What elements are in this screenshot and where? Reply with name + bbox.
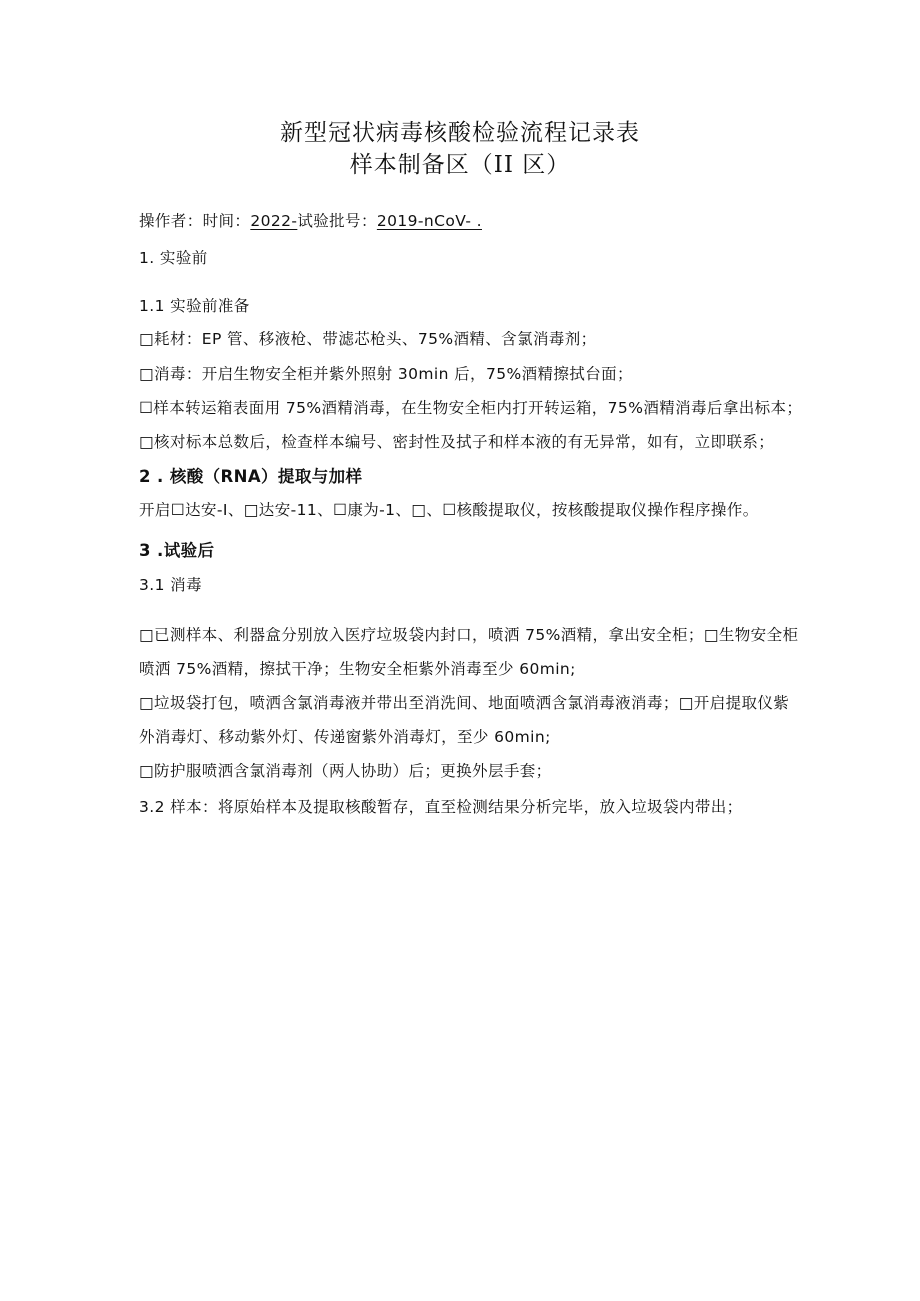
paragraph-line: 外消毒灯、移动紫外灯、传递窗紫外消毒灯，至少 60min; bbox=[139, 728, 551, 746]
paragraph-line: □防护服喷洒含氯消毒剂（两人协助）后；更换外层手套； bbox=[139, 762, 552, 780]
batch-label: 试验批号： bbox=[297, 212, 377, 230]
document-title: 新型冠状病毒核酸检验流程记录表 bbox=[280, 120, 640, 146]
section-3-heading: 3 .试验后 bbox=[139, 541, 215, 560]
section-3-1-heading: 3.1 消毒 bbox=[139, 576, 202, 594]
checklist-item: ☐样本转运箱表面用 75%酒精消毒，在生物安全柜内打开转运箱，75%酒精消毒后拿出标本； bbox=[139, 399, 803, 417]
section-1-heading: 1. 实验前 bbox=[139, 249, 208, 267]
section-3-2-text: 3.2 样本：将原始样本及提取核酸暂存，直至检测结果分析完毕，放入垃圾袋内带出； bbox=[139, 798, 743, 816]
section-2-heading: 2 . 核酸（RNA）提取与加样 bbox=[139, 467, 363, 486]
checklist-item: □消毒：开启生物安全柜并紫外照射 30min 后，75%酒精擦拭台面； bbox=[139, 365, 633, 383]
paragraph-line: □垃圾袋打包，喷洒含氯消毒液并带出至消洗间、地面喷洒含氯消毒液消毒；□开启提取仪紫 bbox=[139, 694, 790, 712]
checklist-item: □耗材：EP 管、移液枪、带滤芯枪头、75%酒精、含氯消毒剂； bbox=[139, 330, 597, 348]
checklist-item: □核对标本总数后，检查样本编号、密封性及拭子和样本液的有无异常，如有，立即联系； bbox=[139, 433, 775, 451]
paragraph-line: □已测样本、利器盒分别放入医疗垃圾袋内封口，喷洒 75%酒精，拿出安全柜；□生物安全柜 bbox=[139, 626, 799, 644]
section-1-1-heading: 1.1 实验前准备 bbox=[139, 297, 250, 315]
paragraph-line: 喷洒 75%酒精，擦拭干净；生物安全柜紫外消毒至少 60min; bbox=[139, 660, 576, 678]
time-value: 2022- bbox=[250, 212, 298, 230]
operator-label: 操作者： bbox=[139, 212, 203, 230]
batch-value: 2019-nCoV- . bbox=[376, 212, 482, 230]
document-subtitle: 样本制备区（II 区） bbox=[349, 152, 571, 178]
meta-line bbox=[139, 209, 482, 231]
section-2-text: 开启☐达安-I、□达安-11、☐康为-1、□、☐核酸提取仪，按核酸提取仪操作程序操作。 bbox=[139, 501, 759, 519]
time-label: 时间： bbox=[202, 212, 251, 230]
